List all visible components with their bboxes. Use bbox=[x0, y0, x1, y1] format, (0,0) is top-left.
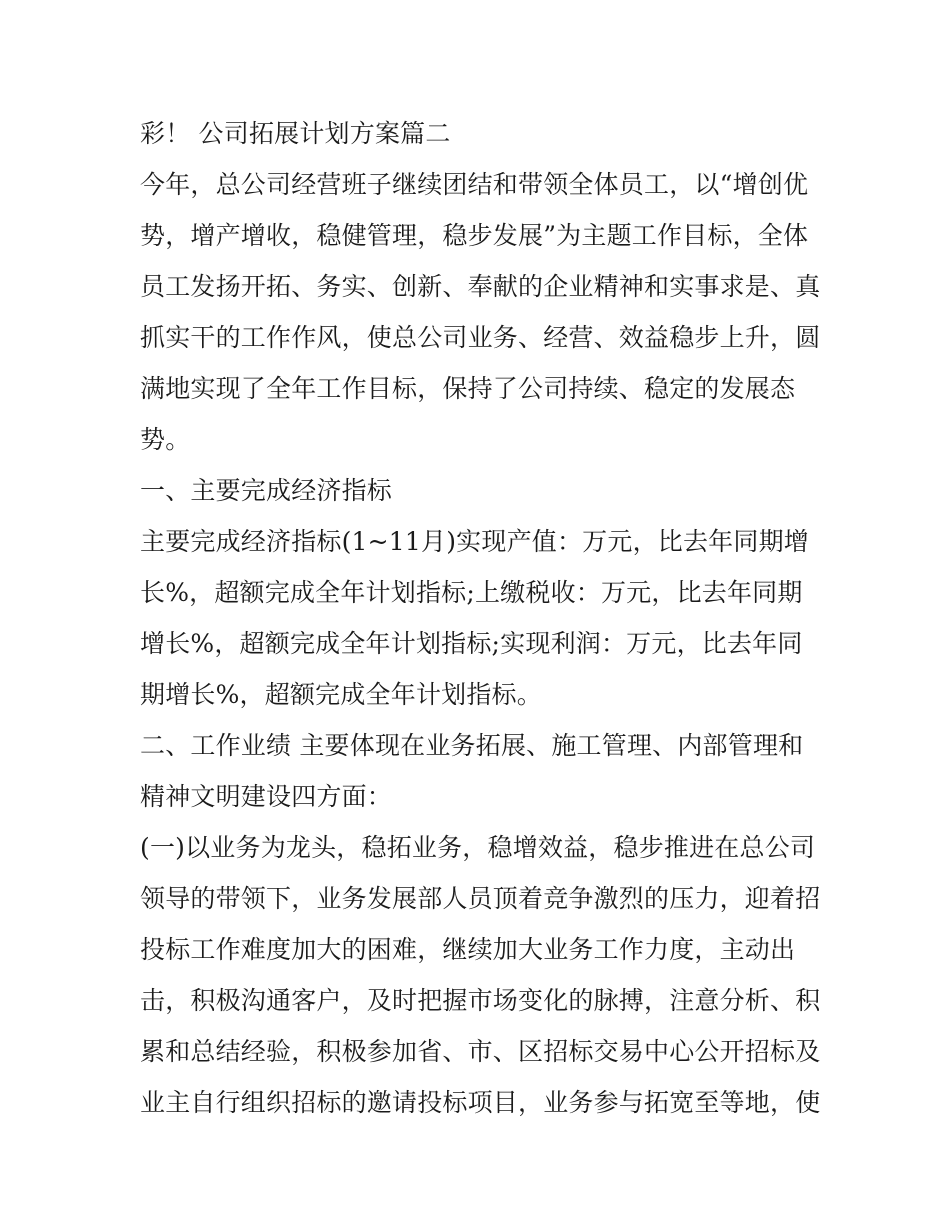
text-line: 增长%，超额完成全年计划指标;实现利润：万元，比去年同 bbox=[140, 629, 803, 658]
text-line: 长%，超额完成全年计划指标;上缴税收：万元，比去年同期 bbox=[140, 578, 803, 607]
section-heading: 二、工作业绩 主要体现在业务拓展、施工管理、内部管理和 bbox=[140, 731, 804, 760]
text-line: (一)以业务为龙头，稳拓业务，稳增效益，稳步推进在总公司 bbox=[140, 833, 816, 862]
document-body bbox=[140, 108, 820, 1128]
text-line: 击，积极沟通客户，及时把握市场变化的脉搏，注意分析、积 bbox=[140, 986, 821, 1015]
text-line: 抓实干的工作作风，使总公司业务、经营、效益稳步上升，圆 bbox=[140, 323, 821, 352]
text-line: 势。 bbox=[140, 425, 191, 454]
text-line: 精神文明建设四方面： bbox=[140, 782, 393, 811]
text-line: 势，增产增收，稳健管理，稳步发展”为主题工作目标，全体 bbox=[140, 221, 809, 250]
text-line: 领导的带领下，业务发展部人员顶着竞争激烈的压力，迎着招 bbox=[140, 884, 821, 913]
text-line: 主要完成经济指标(1~11月)实现产值：万元，比去年同期增 bbox=[140, 527, 809, 556]
text-line: 期增长%，超额完成全年计划指标。 bbox=[140, 680, 542, 709]
section-heading: 一、主要完成经济指标 bbox=[140, 476, 393, 505]
text-line: 累和总结经验，积极参加省、市、区招标交易中心公开招标及 bbox=[140, 1037, 821, 1066]
text-line: 彩！ 公司拓展计划方案篇二 bbox=[140, 119, 451, 148]
text-line: 业主自行组织招标的邀请投标项目，业务参与拓宽至等地，使 bbox=[140, 1088, 821, 1117]
text-line: 今年，总公司经营班子继续团结和带领全体员工，以“增创优 bbox=[140, 170, 809, 199]
text-line: 投标工作难度加大的困难，继续加大业务工作力度，主动出 bbox=[140, 935, 796, 964]
text-line: 满地实现了全年工作目标，保持了公司持续、稳定的发展态 bbox=[140, 374, 796, 403]
text-line: 员工发扬开拓、务实、创新、奉献的企业精神和实事求是、真 bbox=[140, 272, 821, 301]
